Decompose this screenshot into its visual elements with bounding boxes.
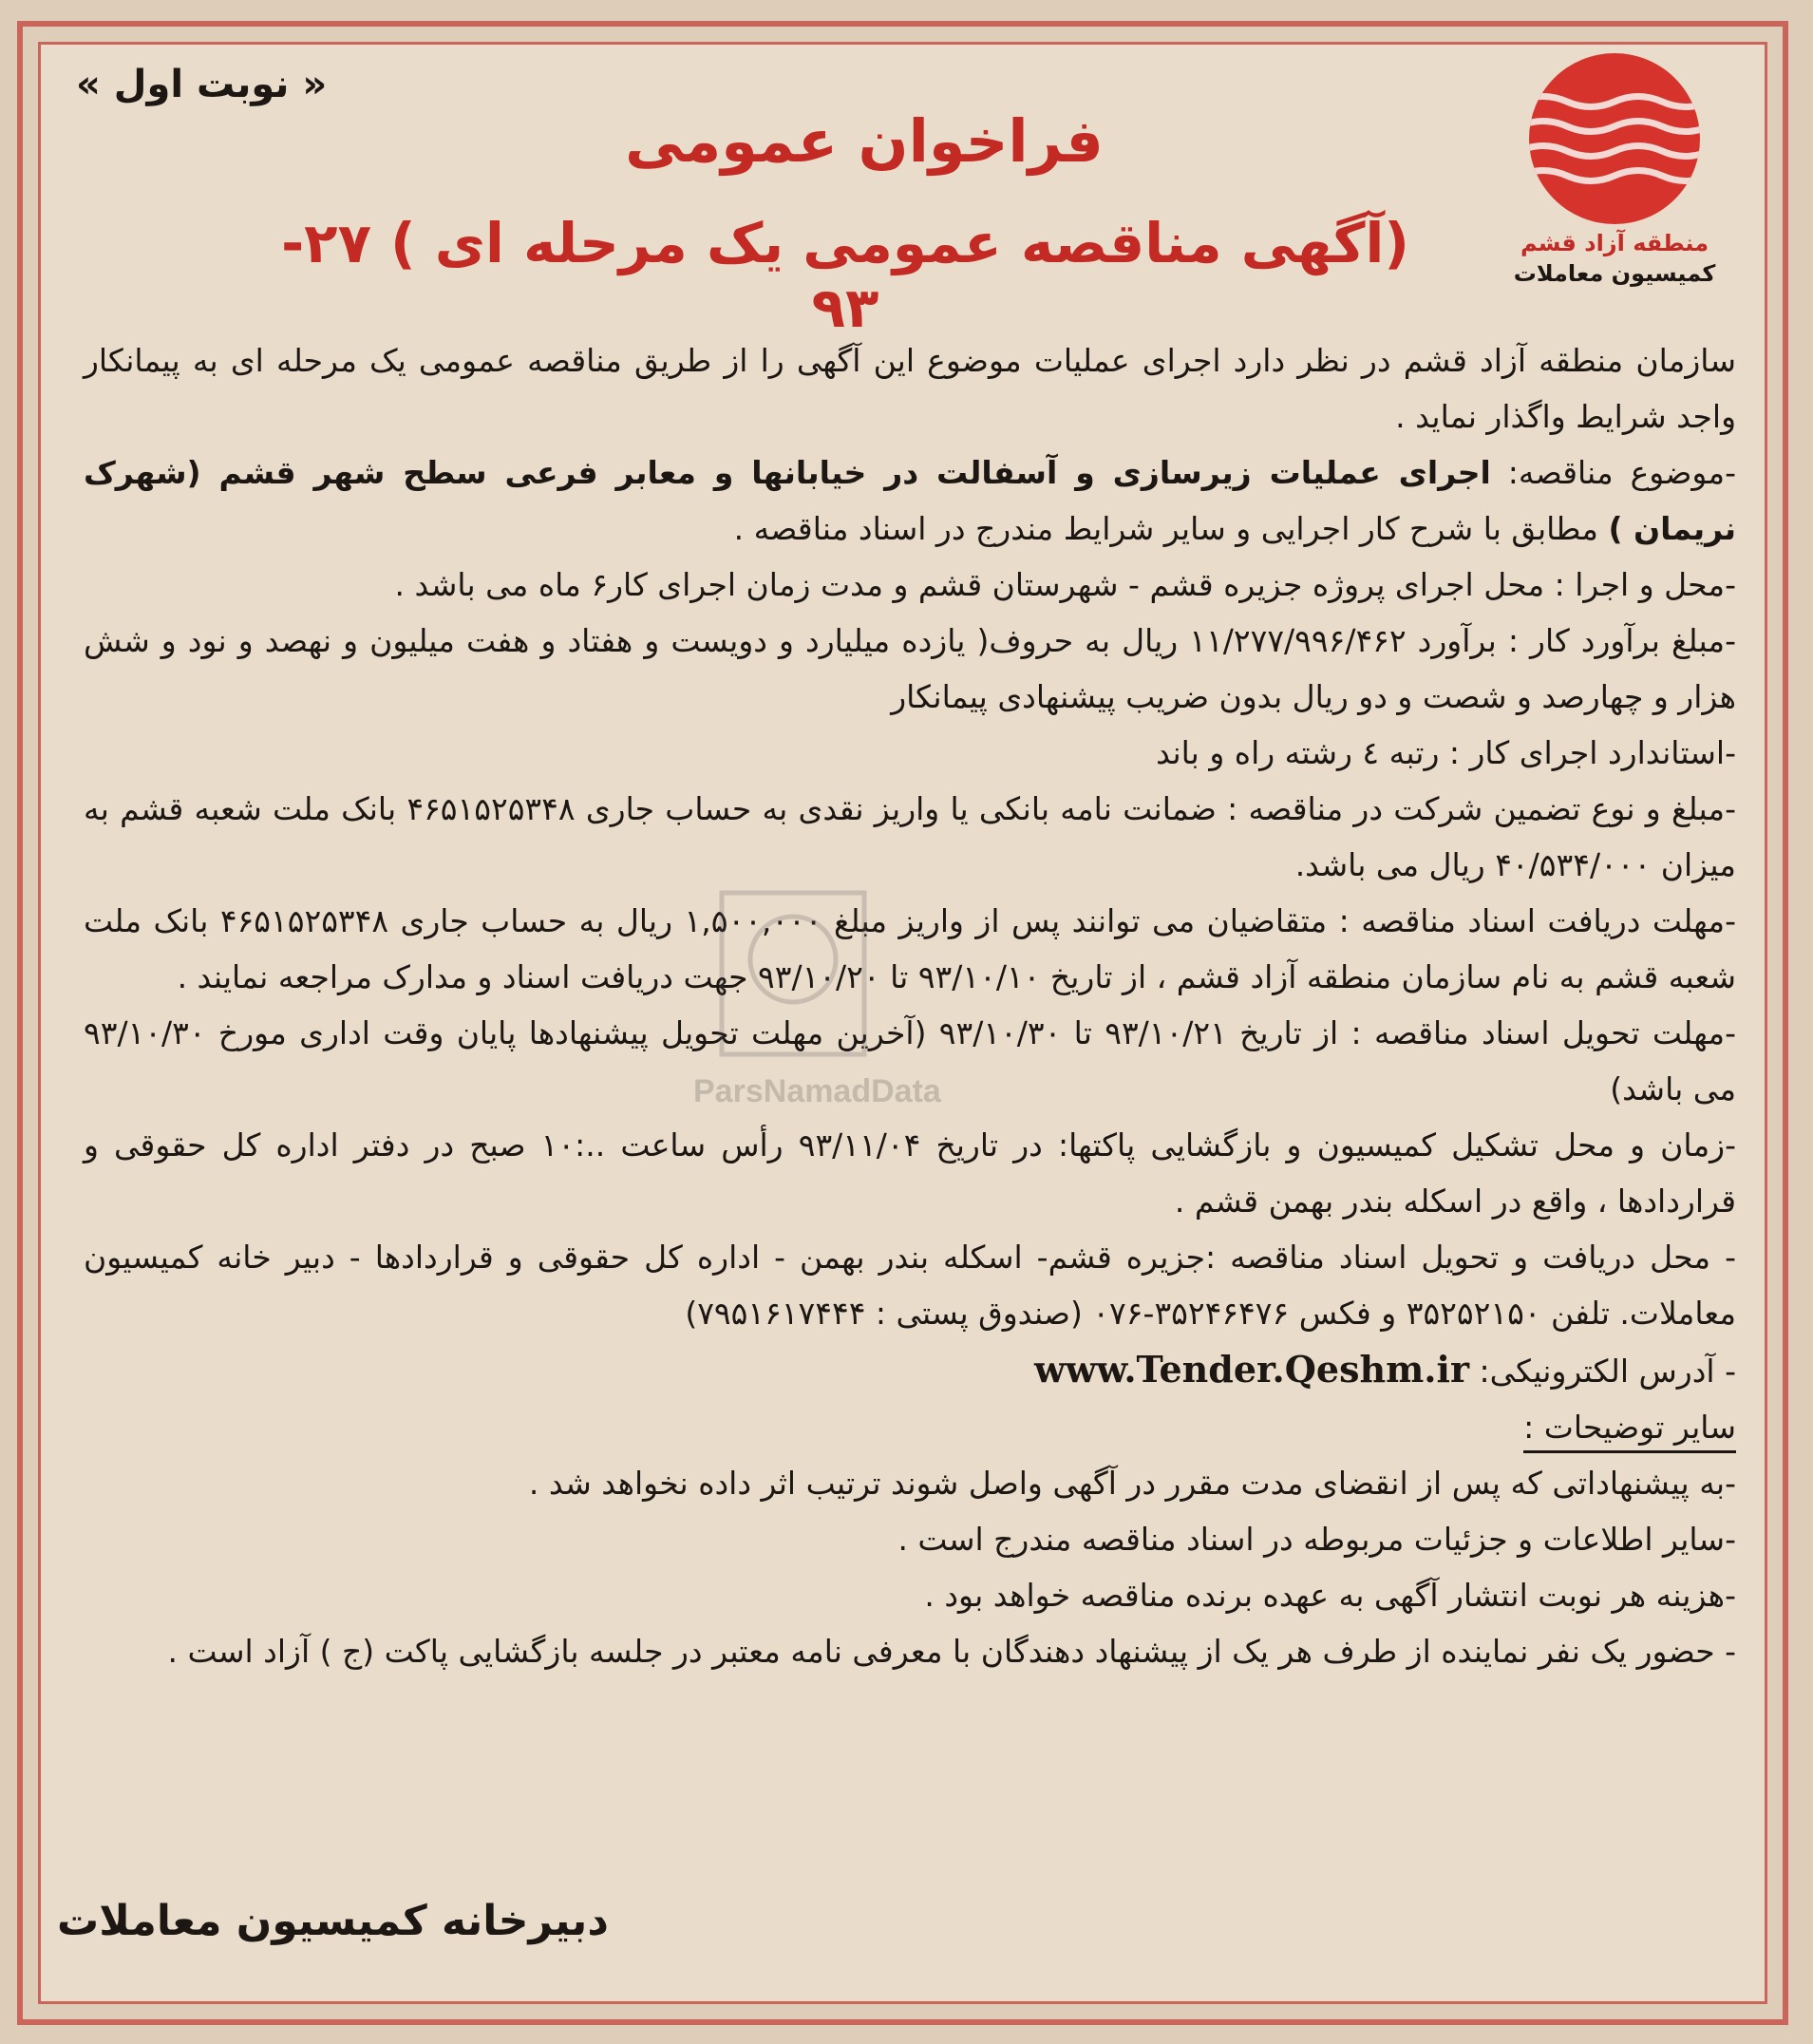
delivery-deadline-paragraph: -مهلت تحویل اسناد مناقصه : از تاریخ ۹۳/۱۰/۲۱ تا ۹۳/۱۰/۳۰ (آخرین مهلت تحویل پیشنهادها پایان وقت اداری مورخ ۹۳/۱۰/۳۰ می باشد): [84, 1014, 1736, 1107]
docs-deadline-paragraph: -مهلت دریافت اسناد مناقصه : متقاضیان می توانند پس از واریز مبلغ ۱,۵۰۰,۰۰۰ ریال به حساب جاری ۴۶۵۱۵۲۵۳۴۸ بانک ملت شعبه قشم به نام سازمان منطقه آزاد قشم ، از تاریخ ۹۳/۱۰/۱۰ تا ۹۳/۱۰/۲۰ جهت دریافت اسناد و مدارک مراجعه نمایند .: [84, 902, 1736, 995]
ad-subtitle: (آگهی مناقصه عمومی یک مرحله ای ) ۲۷- ۹۳: [281, 211, 1409, 340]
tender-advertisement: [47, 49, 1757, 1997]
other-notes-heading-line: [84, 1399, 1736, 1455]
round-label: « نوبت اول »: [76, 63, 328, 106]
subject-paragraph: [84, 445, 1736, 557]
location-paragraph: -محل و اجرا : محل اجرای پروژه جزیره قشم - شهرستان قشم و مدت زمان اجرای کار۶ ماه می باشد .: [394, 566, 1736, 603]
address-paragraph: - محل دریافت و تحویل اسناد مناقصه :جزیره قشم- اسکله بندر بهمن - اداره کل حقوقی و قراردادها - دبیر خانه کمیسیون معاملات. تلفن ۳۵۲۵۲۱۵۰ و فکس ۳۵۲۴۶۴۷۶-۰۷۶ (صندوق پستی : ۷۹۵۱۶۱۷۴۴۴): [84, 1239, 1736, 1332]
signature: دبیرخانه کمیسیون معاملات: [57, 1897, 609, 1945]
wave-icon: [1529, 116, 1700, 137]
logo-subtitle: کمیسیون معاملات: [1513, 260, 1716, 287]
subject-label: -موضوع مناقصه:: [1507, 454, 1736, 491]
guarantee-paragraph: -مبلغ و نوع تضمین شرکت در مناقصه : ضمانت نامه بانکی یا واریز نقدی به حساب جاری ۴۶۵۱۵۲۵۳۴۸ بانک ملت شعبه قشم به میزان ۴۰/۵۳۴/۰۰۰ ریال می باشد.: [84, 790, 1736, 883]
waves-circle-logo: [1529, 53, 1700, 224]
note-item: - حضور یک نفر نماینده از طرف هر یک از پیشنهاد دهندگان با معرفی نامه معتبر در جلسه بازگشایی پاکت (ج ) آزاد است .: [167, 1633, 1736, 1670]
logo-name: منطقه آزاد قشم: [1520, 230, 1709, 256]
wave-icon: [1529, 165, 1700, 186]
qeshm-free-zone-logo: [1510, 53, 1719, 310]
ad-body: [84, 332, 1736, 1679]
ad-title: فراخوان عمومی: [625, 106, 1104, 176]
wave-icon: [1529, 141, 1700, 161]
other-notes-heading: سایر توضیحات :: [1523, 1405, 1736, 1453]
note-item: -سایر اطلاعات و جزئیات مربوطه در اسناد مناقصه مندرج است .: [897, 1521, 1736, 1558]
standard-paragraph: -استاندارد اجرای کار : رتبه ٤ رشته راه و باند: [1156, 734, 1736, 771]
website-link[interactable]: www.Tender.Qeshm.ir: [1034, 1348, 1469, 1391]
intro-paragraph: سازمان منطقه آزاد قشم در نظر دارد اجرای عملیات موضوع این آگهی را از طریق مناقصه عمومی یک مرحله ای به پیمانکار واجد شرایط واگذار نماید .: [84, 342, 1736, 435]
wave-icon: [1529, 91, 1700, 112]
opening-paragraph: -زمان و محل تشکیل کمیسیون و بازگشایی پاکتها: در تاریخ ۹۳/۱۱/۰۴ رأس ساعت ..:۱۰ صبح در دفتر اداره کل حقوقی و قراردادها ، واقع در اسکله بندر بهمن قشم .: [84, 1126, 1736, 1220]
web-address-line: [84, 1341, 1736, 1399]
estimate-paragraph: -مبلغ برآورد کار : برآورد ۱۱/۲۷۷/۹۹۶/۴۶۲ ریال به حروف( یازده میلیارد و دویست و هفتاد و هفت میلیون و نهصد و نود و شش هزار و چهارصد و شصت و دو ریال بدون ضریب پیشنهادی پیمانکار: [84, 622, 1736, 715]
web-label: - آدرس الکترونیکی:: [1479, 1353, 1736, 1390]
subject-rest: مطابق با شرح کار اجرایی و سایر شرایط مندرج در اسناد مناقصه .: [733, 510, 1598, 547]
note-item: -هزینه هر نوبت انتشار آگهی به عهده برنده مناقصه خواهد بود .: [924, 1577, 1736, 1614]
subject-value: اجرای عملیات زیرسازی و آسفالت در خیابانها و معابر فرعی سطح شهر قشم (شهرک نریمان ): [84, 454, 1736, 547]
watermark-text: ParsNamadData: [693, 1073, 941, 1109]
note-item: -به پیشنهاداتی که پس از انقضای مدت مقرر در آگهی واصل شوند ترتیب اثر داده نخواهد شد .: [528, 1465, 1736, 1502]
